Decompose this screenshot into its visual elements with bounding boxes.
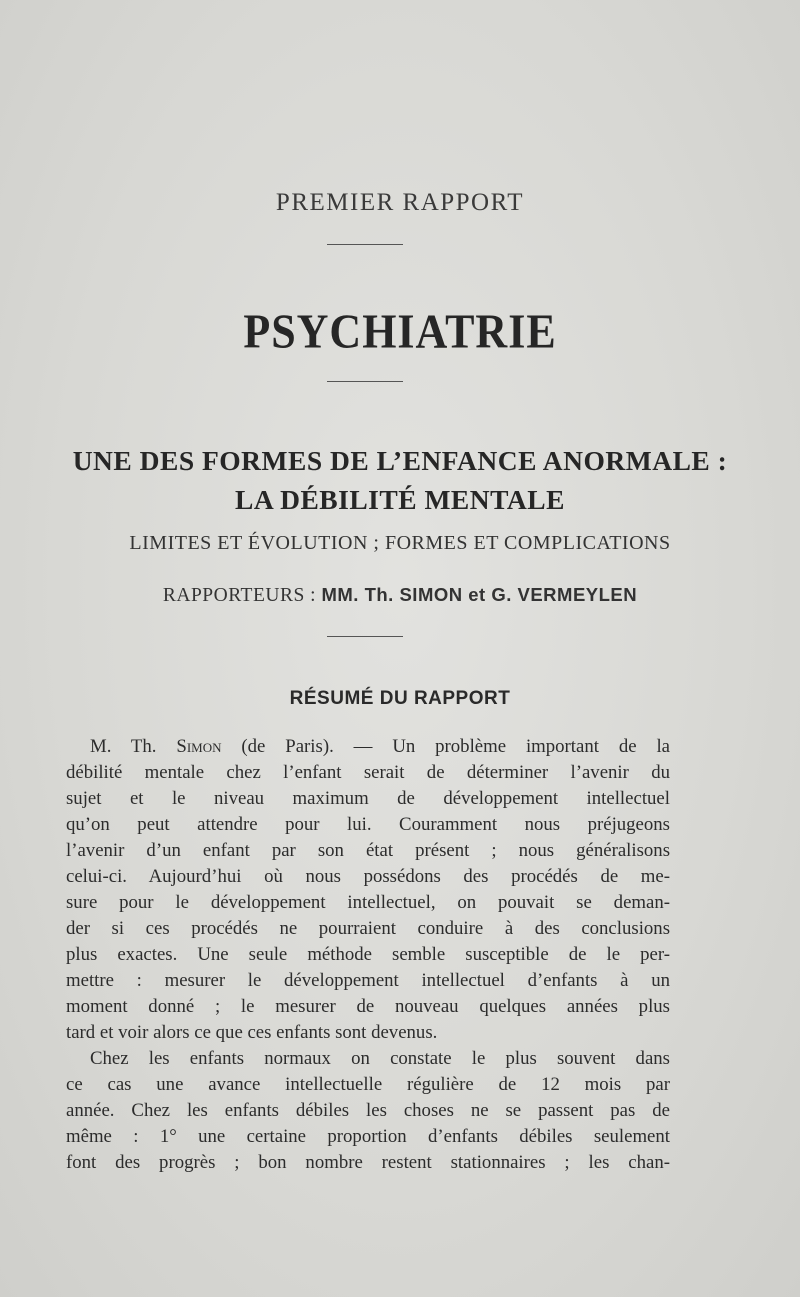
- title-line-1: UNE DES FORMES DE L’ENFANCE ANORMALE :: [72, 445, 728, 476]
- subtitle: LIMITES ET ÉVOLUTION ; FORMES ET COMPLICATIONS: [129, 532, 671, 554]
- first-line: [90, 734, 670, 760]
- author-prefix: M. Th.: [90, 736, 157, 757]
- divider-rule: [327, 636, 403, 637]
- text-line: celui-ci. Aujourd’hui où nous possédons des procédés de me-: [66, 866, 670, 887]
- rapporteurs-names: MM. Th. SIMON et G. VERMEYLEN: [321, 584, 638, 605]
- text-line: plus exactes. Une seule méthode semble susceptible de le per-: [66, 944, 670, 965]
- first-line-rest: (de Paris). — Un problème important de la: [241, 736, 671, 757]
- rapporteurs-label: RAPPORTEURS :: [162, 585, 317, 606]
- text-line: Chez les enfants normaux on constate le plus souvent dans: [90, 1048, 670, 1069]
- resume-heading: RÉSUMÉ DU RAPPORT: [289, 688, 511, 709]
- text-line: débilité mentale chez l’enfant serait de déterminer l’avenir du: [66, 762, 670, 783]
- text-line: moment donné ; le mesurer de nouveau quelques années plus: [66, 996, 670, 1017]
- text-line: année. Chez les enfants débiles les choses ne se passent pas de: [66, 1100, 670, 1121]
- text-line: même : 1° une certaine proportion d’enfants débiles seulement: [66, 1126, 670, 1147]
- text-line: tard et voir alors ce que ces enfants sont devenus.: [66, 1022, 438, 1043]
- section-title: PSYCHIATRIE: [243, 304, 557, 359]
- title-line-2: LA DÉBILITÉ MENTALE: [235, 484, 565, 515]
- text-line: sujet et le niveau maximum de développement intellectuel: [66, 788, 670, 809]
- text-line: qu’on peut attendre pour lui. Couramment nous préjugeons: [66, 814, 670, 835]
- text-line: font des progrès ; bon nombre restent stationnaires ; les chan-: [66, 1152, 670, 1173]
- divider-rule: [327, 244, 403, 245]
- text-line: mettre : mesurer le développement intellectuel d’enfants à un: [66, 970, 670, 991]
- divider-rule: [327, 381, 403, 382]
- text-line: der si ces procédés ne pourraient conduire à des conclusions: [66, 918, 670, 939]
- rapporteurs: [0, 584, 800, 607]
- report-number: PREMIER RAPPORT: [275, 189, 525, 216]
- text-line: sure pour le développement intellectuel, on pouvait se deman-: [66, 892, 670, 913]
- text-line: l’avenir d’un enfant par son état présent ; nous généralisons: [66, 840, 670, 861]
- author-name: Simon: [176, 736, 222, 757]
- text-line: ce cas une avance intellectuelle régulière de 12 mois par: [66, 1074, 670, 1095]
